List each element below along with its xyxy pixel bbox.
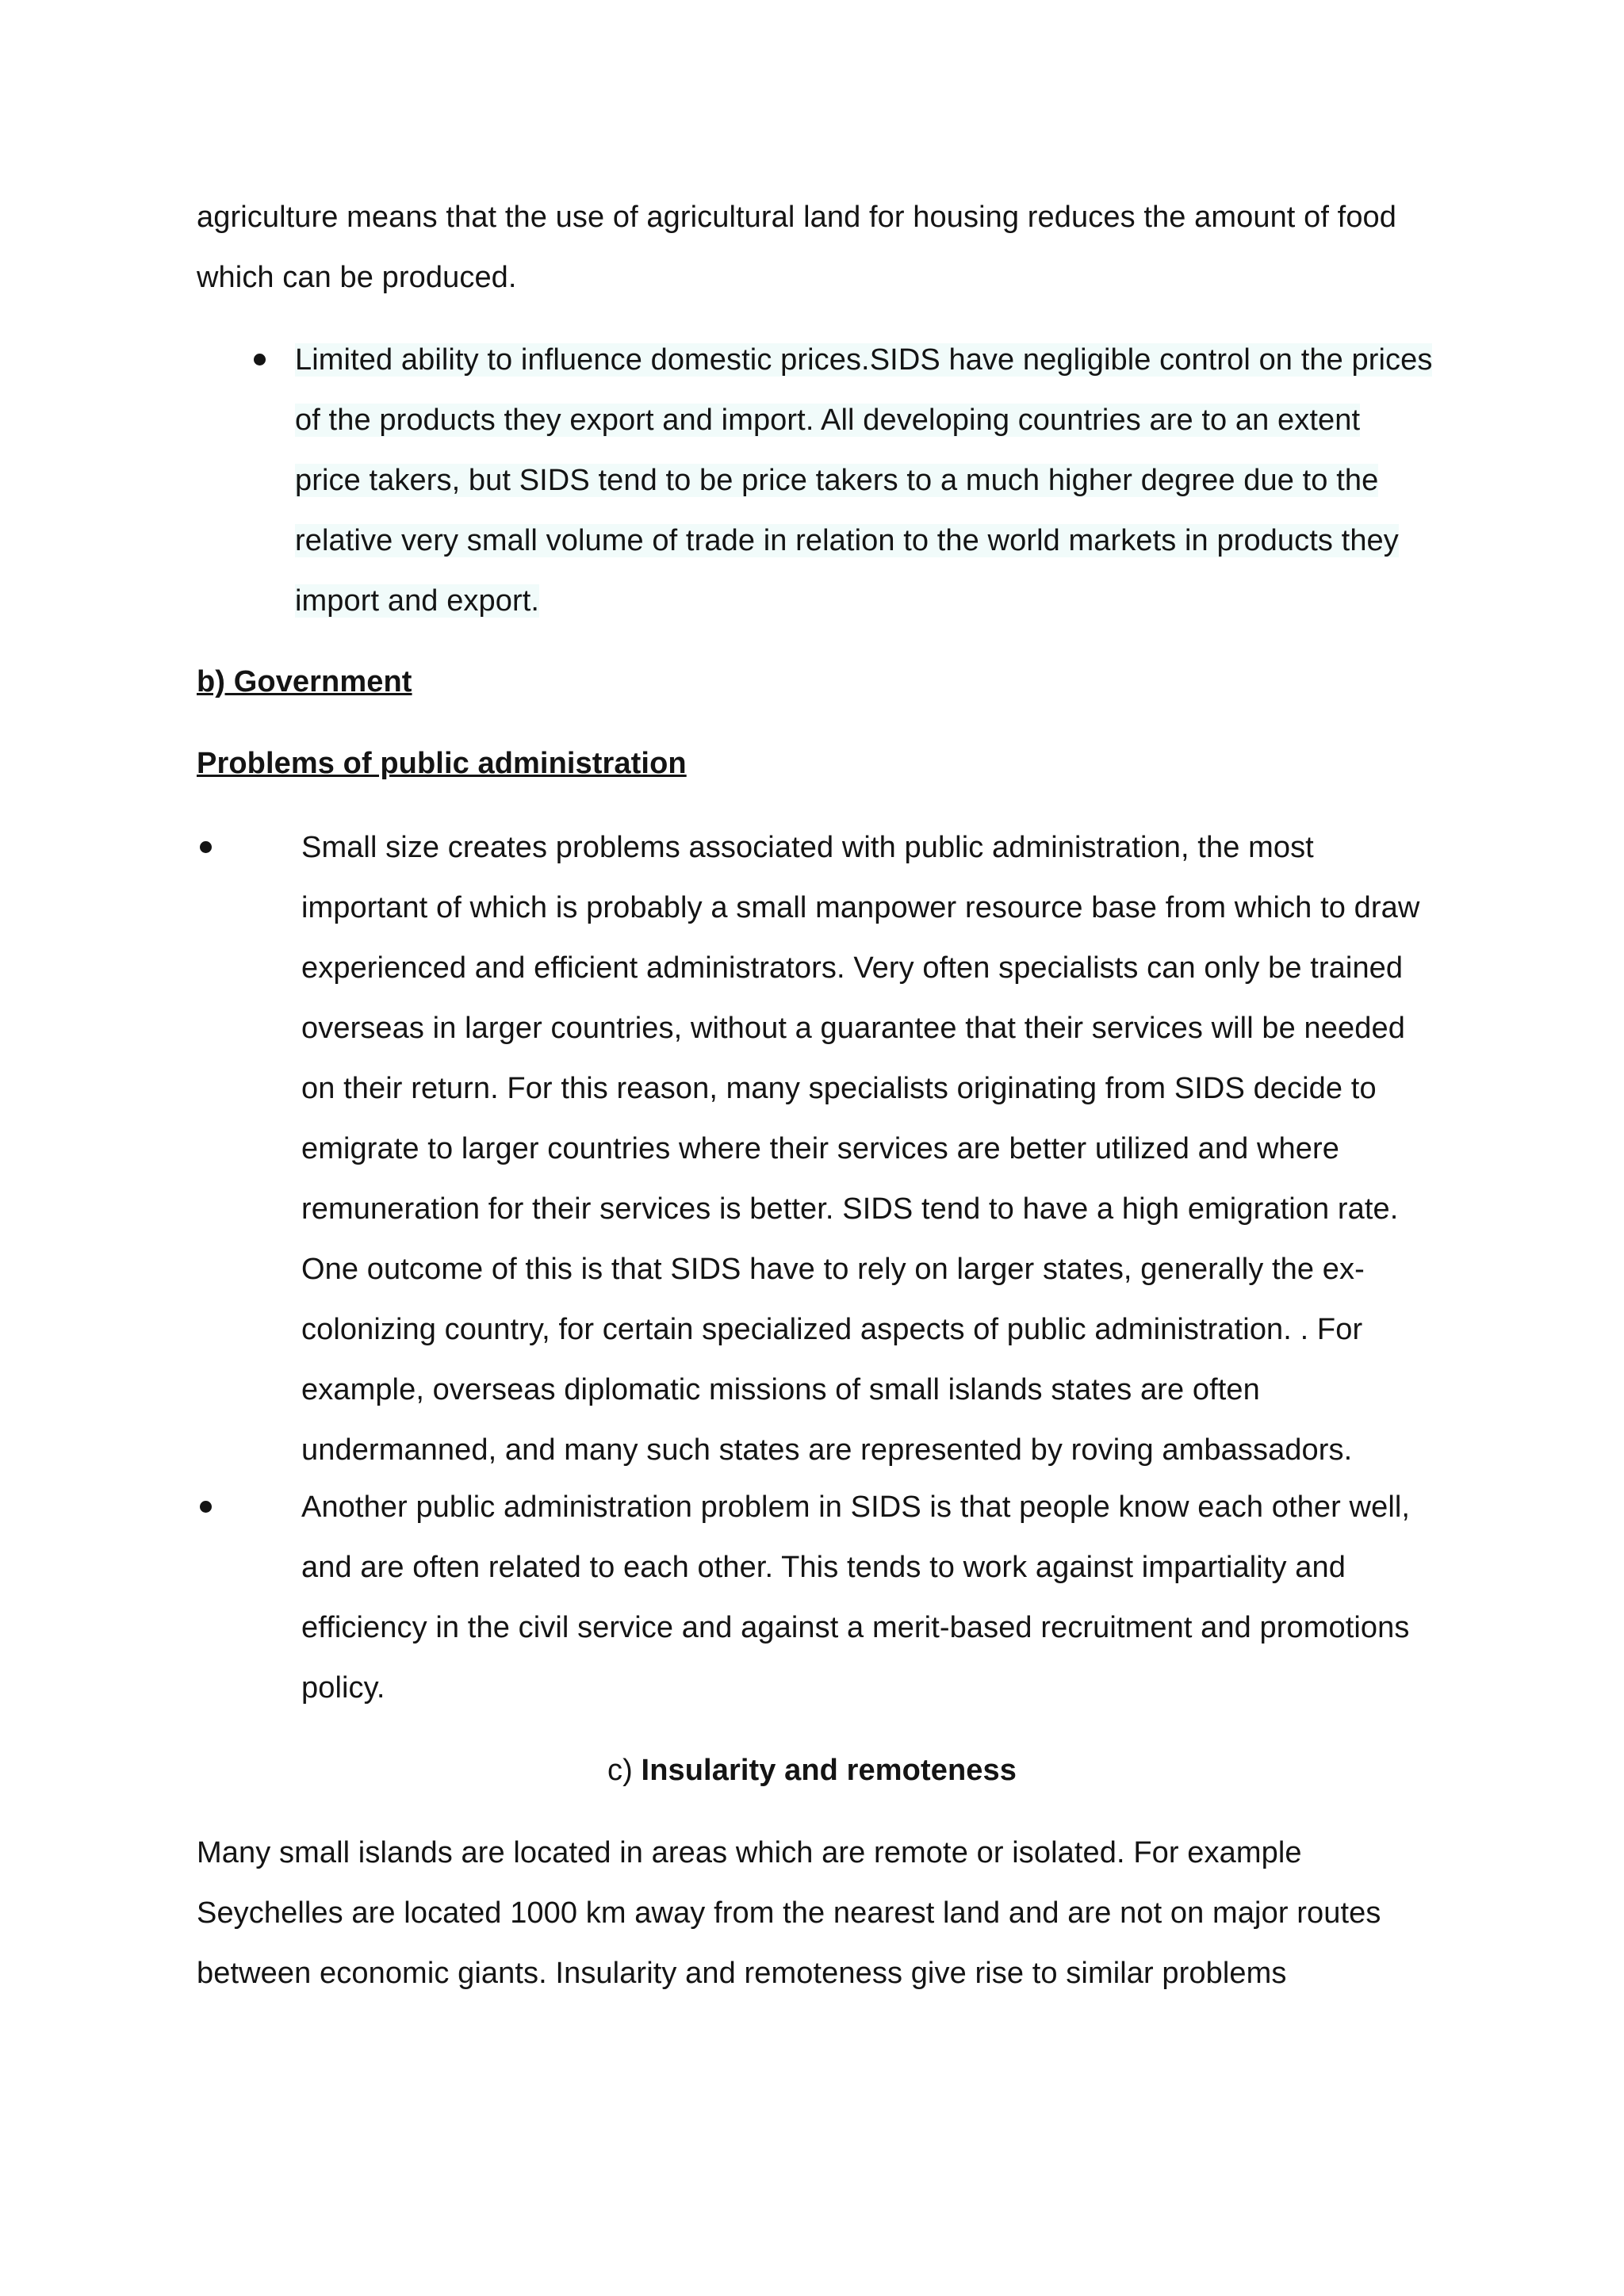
bullet-line: efficiency in the civil service and against a merit-based recruitment and promotions bbox=[301, 1611, 1410, 1644]
section-c-heading bbox=[0, 1740, 1624, 1800]
bullet-line: example, overseas diplomatic missions of small islands states are often bbox=[301, 1373, 1260, 1406]
closing-line: between economic giants. Insularity and remoteness give rise to similar problems bbox=[197, 1957, 1287, 1990]
bullet-prices bbox=[295, 330, 1453, 631]
bullet-line: emigrate to larger countries where their services are better utilized and where bbox=[301, 1132, 1339, 1165]
section-b-subheading: Problems of public administration bbox=[197, 747, 687, 780]
intro-line: which can be produced. bbox=[197, 261, 517, 294]
intro-line: agriculture means that the use of agricultural land for housing reduces the amount of food bbox=[197, 201, 1397, 234]
bullet-prices-line: of the products they export and import. All developing countries are to an extent bbox=[295, 404, 1361, 437]
bullet-prices-line: import and export. bbox=[295, 584, 540, 618]
bullet-line: on their return. For this reason, many specialists originating from SIDS decide to bbox=[301, 1072, 1377, 1105]
bullet-prices-line: relative very small volume of trade in relation to the world markets in products they bbox=[295, 524, 1399, 557]
section-b-heading: b) Government bbox=[197, 665, 412, 698]
bullet-line: experienced and efficient administrators. Very often specialists can only be trained bbox=[301, 951, 1404, 985]
bullet-prices-line: price takers, but SIDS tend to be price takers to a much higher degree due to the bbox=[295, 464, 1379, 497]
bullet-line: colonizing country, for certain specialized aspects of public administration. . For bbox=[301, 1313, 1363, 1346]
section-c-title: Insularity and remoteness bbox=[641, 1754, 1017, 1787]
bullet-line: and are often related to each other. This tends to work against impartiality and bbox=[301, 1551, 1346, 1584]
bullet-line: important of which is probably a small manpower resource base from which to draw bbox=[301, 891, 1420, 924]
closing-paragraph bbox=[197, 1823, 1450, 2003]
bullet-line: overseas in larger countries, without a guarantee that their services will be needed bbox=[301, 1012, 1405, 1045]
intro-paragraph bbox=[197, 187, 1450, 308]
closing-line: Seychelles are located 1000 km away from the nearest land and are not on major routes bbox=[197, 1896, 1381, 1930]
bullet-line: undermanned, and many such states are represented by roving ambassadors. bbox=[301, 1433, 1353, 1467]
bullet-prices-line: Limited ability to influence domestic prices.SIDS have negligible control on the prices bbox=[295, 343, 1433, 377]
bullet-line: remuneration for their services is better. SIDS tend to have a high emigration rate. bbox=[301, 1192, 1399, 1226]
public-admin-bullet-2 bbox=[301, 1477, 1459, 1718]
bullet-line: Small size creates problems associated with public administration, the most bbox=[301, 831, 1314, 864]
bullet-line: policy. bbox=[301, 1671, 385, 1705]
bullet-line: One outcome of this is that SIDS have to rely on larger states, generally the ex- bbox=[301, 1253, 1365, 1286]
closing-line: Many small islands are located in areas which are remote or isolated. For example bbox=[197, 1836, 1302, 1869]
public-admin-bullet-1 bbox=[301, 817, 1459, 1480]
section-c-prefix: c) bbox=[607, 1754, 642, 1787]
bullet-line: Another public administration problem in SIDS is that people know each other well, bbox=[301, 1490, 1411, 1524]
